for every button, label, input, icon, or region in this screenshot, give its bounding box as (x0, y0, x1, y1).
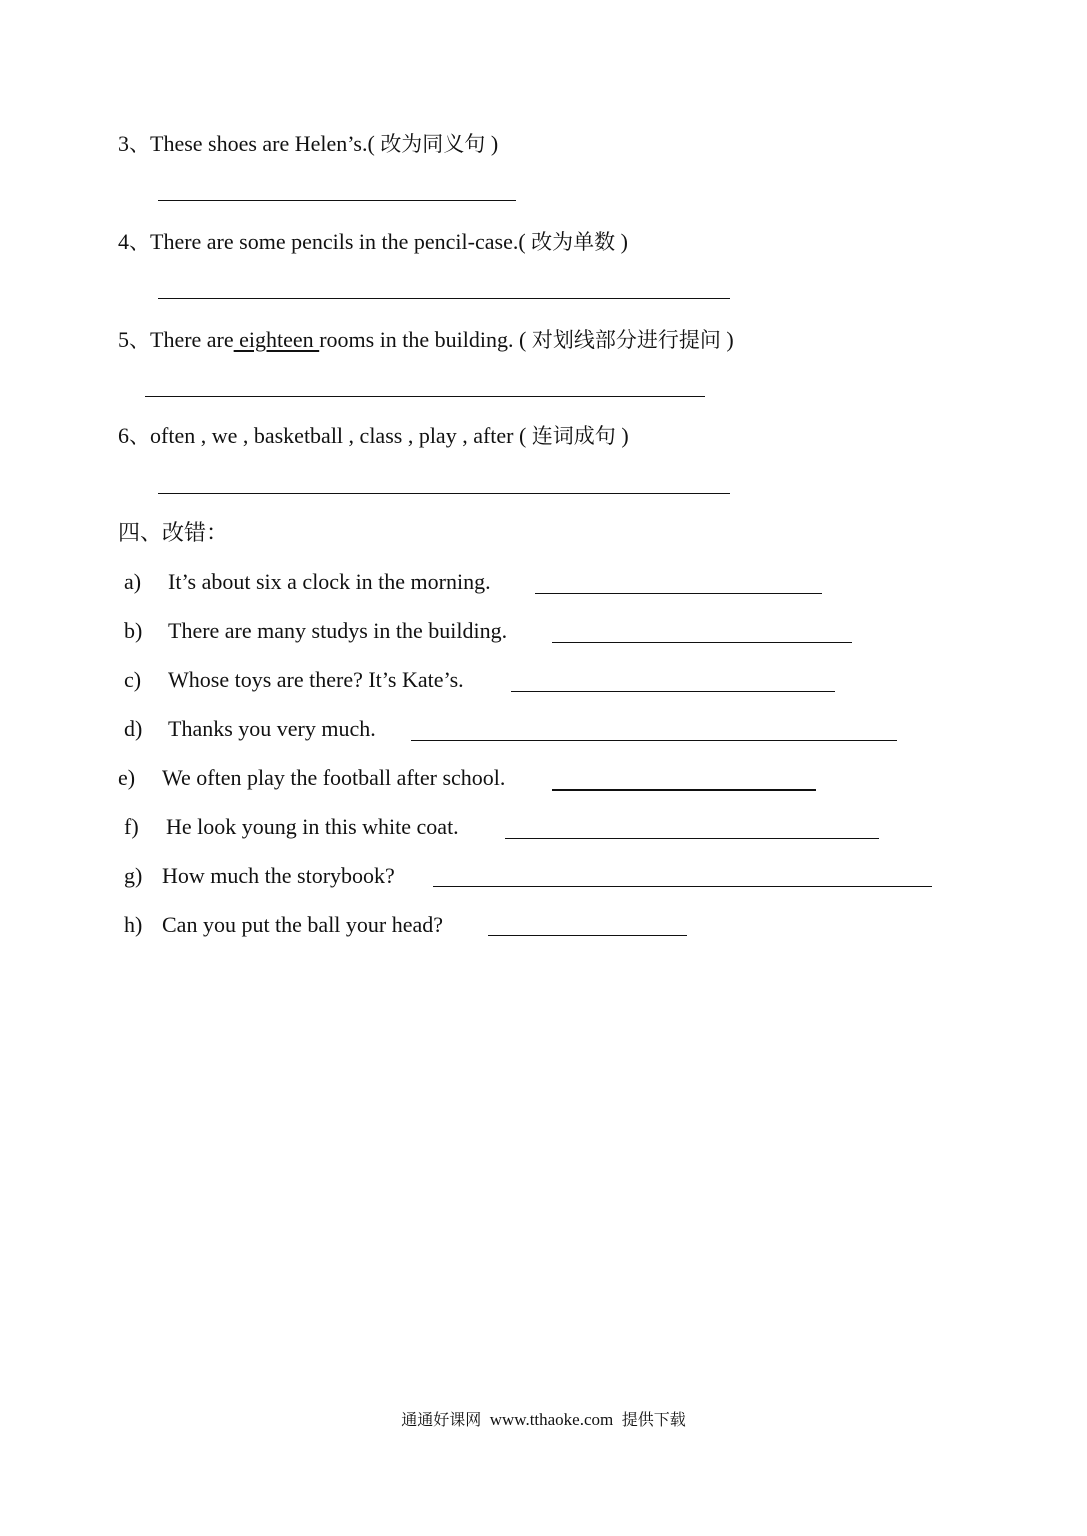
item-text: There are many studys in the building. (168, 618, 508, 643)
question-text: There are some pencils in the pencil-case. (150, 229, 519, 254)
correction-item-a (124, 568, 491, 596)
question-instruction: 改为同义句 (380, 132, 486, 156)
section-heading: 四、改错： (118, 521, 229, 546)
paren-open: ( (518, 229, 532, 254)
item-label: c) (124, 667, 142, 692)
question-number: 3 (118, 131, 129, 156)
separator: 、 (129, 230, 150, 254)
answer-blank-h[interactable] (488, 935, 687, 936)
question-text: These shoes are Helen’s. (150, 131, 368, 156)
question-4 (118, 228, 628, 256)
answer-blank-5[interactable] (145, 396, 705, 397)
question-instruction: 改为单数 (531, 230, 616, 254)
item-label: b) (124, 618, 143, 643)
item-label: f) (124, 814, 139, 839)
paren-open: ( (513, 327, 532, 352)
correction-item-h (124, 911, 443, 939)
question-text: There are (150, 327, 234, 352)
item-label: h) (124, 912, 143, 937)
answer-blank-g[interactable] (433, 886, 932, 887)
item-text: It’s about six a clock in the morning. (168, 569, 491, 594)
correction-item-c (124, 666, 464, 694)
answer-blank-f[interactable] (505, 838, 879, 839)
answer-blank-d[interactable] (411, 740, 897, 741)
item-text: We often play the football after school. (162, 765, 506, 790)
item-label: a) (124, 569, 142, 594)
question-number: 6 (118, 423, 129, 448)
question-number: 5 (118, 327, 129, 352)
paren-open: ( (367, 131, 381, 156)
paren-close: ) (615, 423, 629, 448)
question-number: 4 (118, 229, 129, 254)
correction-item-b (124, 617, 507, 645)
answer-blank-a[interactable] (535, 593, 822, 594)
answer-blank-6[interactable] (158, 493, 730, 494)
item-text: Can you put the ball your head? (162, 912, 444, 937)
correction-item-f (124, 813, 459, 841)
question-instruction: 对划线部分进行提问 (531, 328, 721, 352)
question-text-rest: rooms in the building. (319, 327, 514, 352)
underlined-word: eighteen (233, 327, 320, 352)
item-label: e) (118, 765, 136, 790)
question-3 (118, 130, 498, 158)
separator: 、 (129, 132, 150, 156)
separator: 、 (129, 328, 150, 352)
paren-close: ) (485, 131, 499, 156)
paren-close: ) (720, 327, 734, 352)
question-6 (118, 422, 629, 450)
item-text: He look young in this white coat. (166, 814, 459, 839)
paren-close: ) (615, 229, 628, 254)
paren-open: ( (513, 423, 532, 448)
footer-link[interactable]: www.tthaoke.com (489, 1410, 614, 1429)
answer-blank-b[interactable] (552, 642, 852, 643)
item-text: Thanks you very much. (168, 716, 376, 741)
item-label: g) (124, 863, 143, 888)
item-label: d) (124, 716, 143, 741)
footer-suffix: 提供下载 (621, 1410, 686, 1429)
answer-blank-3[interactable] (158, 200, 516, 201)
question-text: often , we , basketball , class , play , after (150, 423, 514, 448)
answer-blank-e[interactable] (552, 789, 816, 791)
question-instruction: 连词成句 (531, 424, 616, 448)
correction-item-e (118, 764, 505, 792)
footer-site-name: 通通好课网 (401, 1410, 482, 1429)
page-footer (0, 1408, 1087, 1432)
answer-blank-c[interactable] (511, 691, 835, 692)
question-5 (118, 326, 734, 354)
separator: 、 (129, 424, 150, 448)
item-text: How much the storybook? (162, 863, 395, 888)
answer-blank-4[interactable] (158, 298, 730, 299)
correction-item-d (124, 715, 376, 743)
correction-item-g (124, 862, 395, 890)
item-text: Whose toys are there? It’s Kate’s. (168, 667, 464, 692)
